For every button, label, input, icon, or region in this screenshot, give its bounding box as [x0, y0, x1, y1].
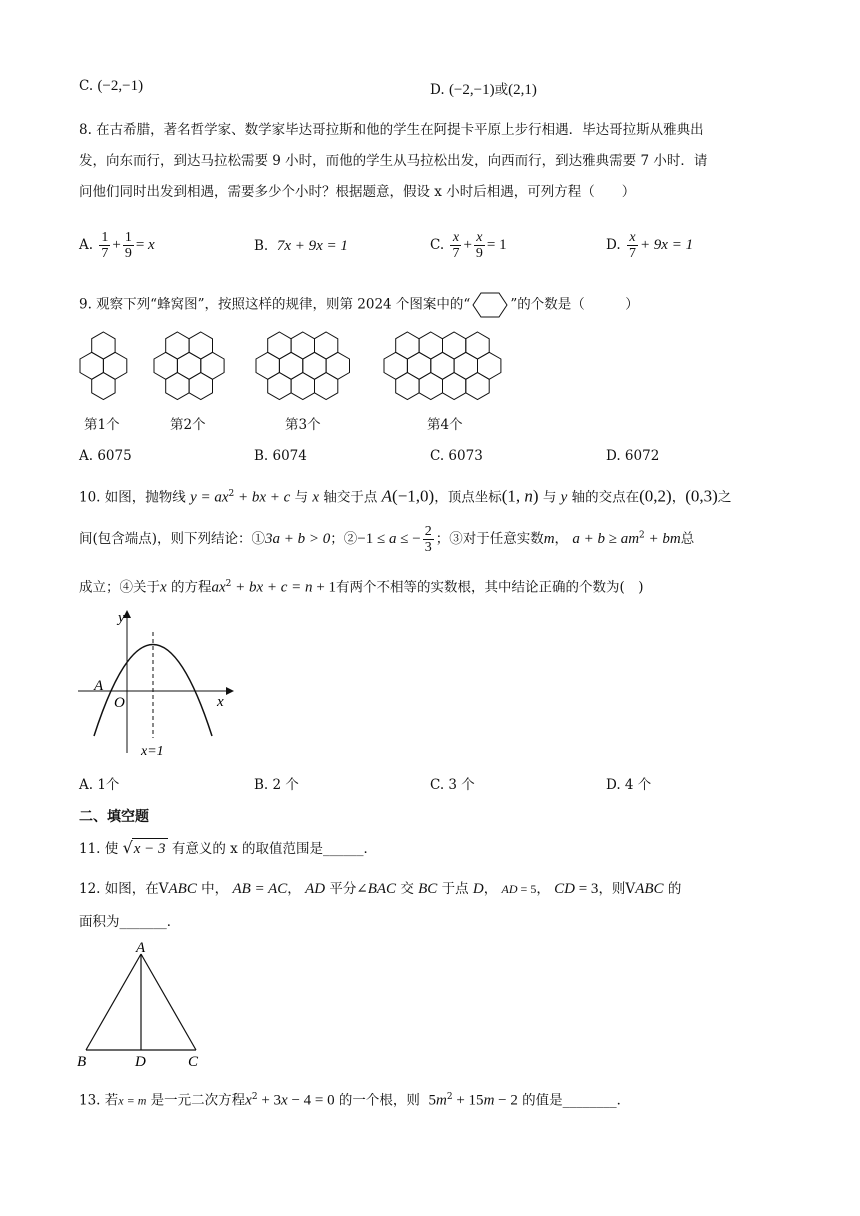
q13-stem: 13. 若x = m 是一元二次方程$x^2 + 3x - 4 = 0$ 的一个根，则 $5m^2 + 15m - 2$ 的值是________．	[79, 1092, 631, 1109]
q8-stem-line1: 8. 在古希腊，著名哲学家、数学家毕达哥拉斯和他的学生在阿提卡平原上步行相遇．毕达哥拉斯从雅典出	[79, 122, 704, 138]
q12-stem-line2: 面积为_______．	[79, 914, 181, 930]
hexagon-fig3	[256, 352, 279, 379]
hexagon-fig4	[431, 352, 454, 379]
hexagon-fig4	[478, 352, 501, 379]
q8-option-a: A. $\frac{1}{7}$ + $\frac{1}{9}$ = x	[79, 230, 155, 261]
vertex-b-label: B	[77, 1054, 87, 1070]
q10-stem-line1: 10. 如图，抛物线 $y = ax^2$ + bx + c 与 x 轴交于点 A(−1,0)，顶点坐标(1, n) 与 y 轴的交点在(0,2)，(0,3)之	[79, 486, 732, 506]
hexagon-icon	[472, 292, 508, 318]
q9-option-a: A. 6075	[79, 448, 132, 464]
q11-stem: 11. 使 √x − 3 有意义的 x 的取值范围是______．	[79, 838, 378, 857]
point-a-label: A	[94, 678, 104, 694]
hexagon-fig3	[291, 332, 314, 359]
hexagon-fig2	[189, 373, 212, 400]
hexagon-fig4	[466, 373, 489, 400]
hexagon-fig3	[268, 373, 291, 400]
hexagon-fig4	[396, 373, 419, 400]
hexagon-fig4	[466, 332, 489, 359]
hexagon-fig3	[291, 373, 314, 400]
origin-label: O	[114, 695, 125, 711]
hexagon-fig3	[315, 332, 338, 359]
hexagon-fig3	[326, 352, 349, 379]
hexagon-fig1	[92, 332, 115, 359]
hexagon-fig1	[103, 352, 126, 379]
hexagon-fig2	[166, 373, 189, 400]
q9-stem: 9. 观察下列“蜂窝图”，按照这样的规律，则第 2024 个图案中的“ ”的个数是（ ）	[79, 292, 639, 318]
triangle-figure	[76, 936, 206, 1072]
q10-option-c: C. 3 个	[430, 777, 475, 793]
q8-option-c: C. $\frac{x}{7}$ + $\frac{x}{9}$ = 1	[430, 230, 507, 261]
q10-option-b: B. 2 个	[254, 777, 299, 793]
q12-stem-line1: 12. 如图，在VABC 中， AB = AC， AD 平分∠BAC 交 BC 于点 D， AD = 5， CD = 3，则VABC 的	[79, 881, 682, 897]
q8-option-b: B. 7x + 9x = 1	[254, 238, 348, 254]
q9-option-b: B. 6074	[254, 448, 307, 464]
vertex-a-label: A	[136, 940, 146, 956]
parabola-graph	[76, 608, 246, 758]
hexagon-fig4	[407, 352, 430, 379]
hexagon-fig4	[454, 352, 477, 379]
fig-label-1: 第1个	[84, 417, 120, 433]
hexagon-fig4	[443, 332, 466, 359]
q10-stem-line3: 成立；④关于x 的方程$ax^2$ + bx + c = n + 1有两个不相等的实数根，其中结论正确的个数为( )	[79, 579, 644, 596]
fig-label-4: 第4个	[427, 417, 463, 433]
hexagon-fig4	[443, 373, 466, 400]
vertex-c-label: C	[188, 1054, 199, 1070]
q7-option-d-value: (−2,−1)	[448, 82, 495, 98]
hexagon-fig3	[315, 373, 338, 400]
q7-option-c: C. (−2,−1)	[79, 78, 144, 94]
q10-option-d: D. 4 个	[606, 777, 652, 793]
y-axis-label: y	[118, 610, 125, 626]
hexagon-fig2	[177, 352, 200, 379]
side-ab	[86, 954, 141, 1050]
hexagon-fig4	[419, 373, 442, 400]
honeycomb-figures	[76, 330, 526, 415]
x-axis-label: x	[217, 694, 224, 710]
q10-option-a: A. 1个	[79, 777, 120, 793]
fig-label-2: 第2个	[170, 417, 206, 433]
q9-option-d: D. 6072	[606, 448, 660, 464]
hexagon-fig4	[384, 352, 407, 379]
fig-label-3: 第3个	[285, 417, 321, 433]
q7-option-d: D. (−2,−1)或(2,1)	[430, 82, 537, 98]
hexagon-fig4	[419, 332, 442, 359]
side-ac	[141, 954, 196, 1050]
hexagon-fig1	[80, 352, 103, 379]
hexagon-fig2	[166, 332, 189, 359]
hexagon-fig2	[201, 352, 224, 379]
q8-option-d: D. $\frac{x}{7}$ + 9x = 1	[606, 230, 694, 261]
q10-stem-line2: 间(包含端点)，则下列结论：①3a + b > 0；②−1 ≤ a ≤ − $\frac{2}{3}$ ；③对于任意实数m， $a + b \ge am^2$ + bm总	[79, 524, 695, 555]
q9-option-c: C. 6073	[430, 448, 483, 464]
hexagon-fig2	[154, 352, 177, 379]
hexagon-fig3	[303, 352, 326, 379]
hexagon-fig4	[396, 332, 419, 359]
q7-option-c-value: (−2,−1)	[97, 78, 144, 94]
q8-stem-line2: 发，向东而行，到达马拉松需要 9 小时，而他的学生从马拉松出发，向西而行，到达雅典需要 7 小时．请	[79, 153, 708, 169]
hexagon-fig1	[92, 373, 115, 400]
hexagon-fig3	[268, 332, 291, 359]
point-d-label: D	[135, 1054, 146, 1070]
q8-stem-line3: 问他们同时出发到相遇，需要多少个小时？根据题意，假设 x 小时后相遇，可列方程（ ）	[79, 184, 636, 200]
symmetry-axis-label: x=1	[141, 744, 164, 758]
section-title-fill-in: 二、填空题	[79, 809, 149, 825]
hexagon-fig3	[279, 352, 302, 379]
hexagon-fig2	[189, 332, 212, 359]
